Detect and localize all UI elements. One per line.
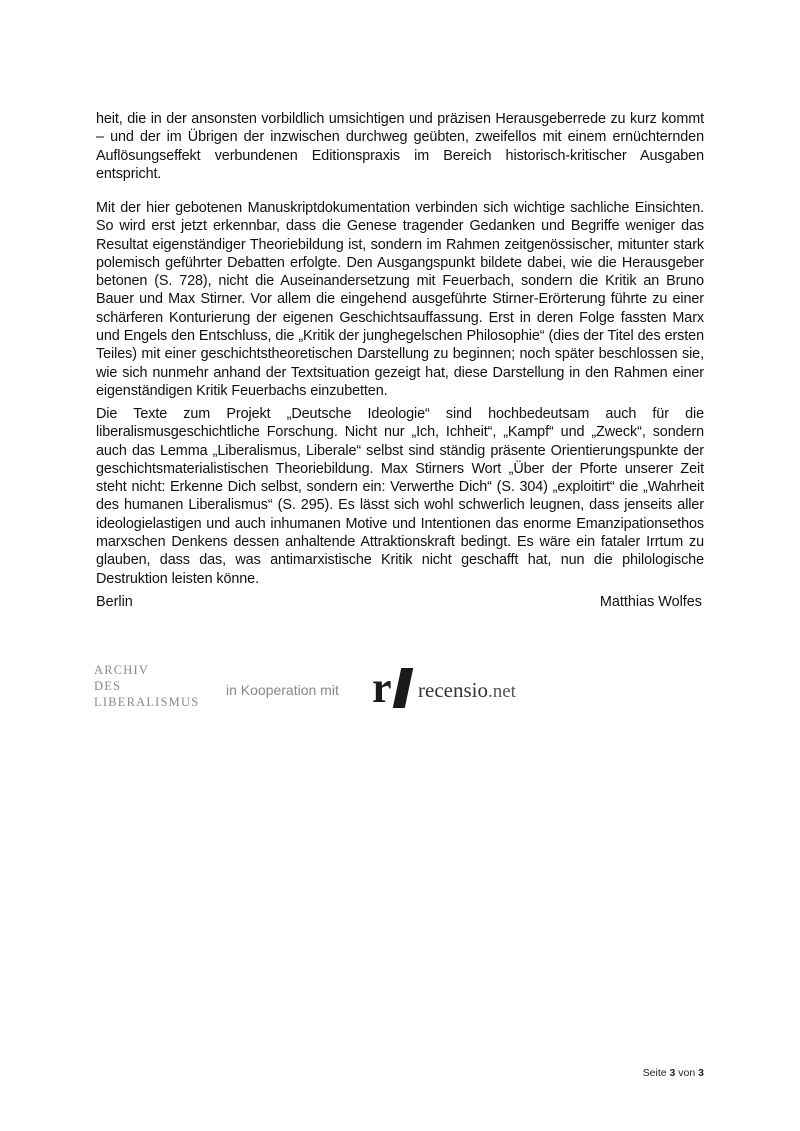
footer-logos bbox=[96, 662, 704, 722]
recensio-wordmark bbox=[418, 678, 516, 703]
archiv-logo-line: LIBERALISMUS bbox=[94, 695, 200, 709]
page-number bbox=[643, 1067, 704, 1079]
archiv-des-liberalismus-logo bbox=[94, 662, 199, 710]
signature-author: Matthias Wolfes bbox=[599, 594, 702, 610]
recensio-r-mark: r bbox=[372, 663, 392, 712]
signature-place: Berlin bbox=[96, 594, 133, 610]
body-paragraph-1: heit, die in der ansonsten vorbildlich umsichtigen und präzisen Herausgeberrede zu kurz kommt – und der im Übrigen der inzwischen durchweg geübten, zweifellos mit einem ernüchternden Auflösungseffekt verbundenen Editionspraxis im Bereich historisch-kritischer Ausgaben entspricht. bbox=[96, 111, 704, 182]
recensio-slash-mark bbox=[393, 668, 414, 708]
body-paragraph-3: Die Texte zum Projekt „Deutsche Ideologie“ sind hochbedeutsam auch für die liberalismusgeschichtliche Forschung. Nicht nur „Ich, Ichheit“, „Kampf“ und „Zweck“, sondern auch das Lemma „Liberalismus, Liberale“ selbst sind ständig präsente Orientierungspunkte der geschichtsmaterialistischen Theoriebildung. Max Stirners Wort „Über der Pforte unserer Zeit steht nicht: Erkenne Dich selbst, sondern ein: Verwerthe Dich“ (S. 304) „exploitirt“ die „Wahrheit des humanen Liberalismus“ (S. 295). Es lässt sich wohl schwerlich leugnen, dass jenseits aller ideologielastigen und auch inhumanen Motive und Intentionen das enorme Emanzipationsethos marxschen Denkens dessen anhaltende Attraktionskraft bedingt. Es wäre ein fataler Irrtum zu glauben, dass das, was antimarxistische Kritik nicht geschafft hat, nun die philologische Destruktion leisten könne. bbox=[96, 406, 704, 587]
cooperation-text: in Kooperation mit bbox=[226, 682, 339, 698]
page-number-current: 3 bbox=[669, 1067, 676, 1079]
page-number-total: 3 bbox=[698, 1067, 704, 1079]
recensio-word: recensio bbox=[418, 678, 488, 702]
archiv-logo-line: DES bbox=[94, 679, 122, 693]
recensio-logo bbox=[372, 663, 552, 712]
body-paragraph-2: Mit der hier gebotenen Manuskriptdokumentation verbinden sich wichtige sachliche Einsichten. So wird erst jetzt erkennbar, dass die Genese tragender Gedanken und Begriffe weniger das Resultat eigenständiger Theoriebildung ist, sondern im Rahmen zeitgenössischer, mitunter stark polemisch geführter Debatten erfolgte. Den Ausgangspunkt bildete dabei, wie die Herausgeber betonen (S. 728), nicht die Auseinandersetzung mit Feuerbach, sondern die Kritik an Bruno Bauer und Max Stirner. Vor allem die eingehend ausgeführte Stirner-Erörterung führte zu einer schärferen Konturierung der eigenen Geschichtsauffassung. Erst in deren Folge fassten Marx und Engels den Entschluss, die „Kritik der junghegelschen Philosophie“ (dies der Titel des ersten Teiles) mit einer geschichtstheoretischen Darstellung zu beginnen; noch später beschlossen sie, wie sich nunmehr anhand der Textsituation gezeigt hat, diese Darstellung in den Rahmen einer eigenständigen Kritik Feuerbachs einzubetten. bbox=[96, 200, 704, 399]
page-number-separator: von bbox=[678, 1067, 696, 1079]
recensio-tld: .net bbox=[487, 681, 516, 702]
page-number-prefix: Seite bbox=[642, 1067, 667, 1079]
document-page bbox=[96, 0, 704, 1131]
archiv-logo-line: ARCHIV bbox=[94, 663, 150, 677]
